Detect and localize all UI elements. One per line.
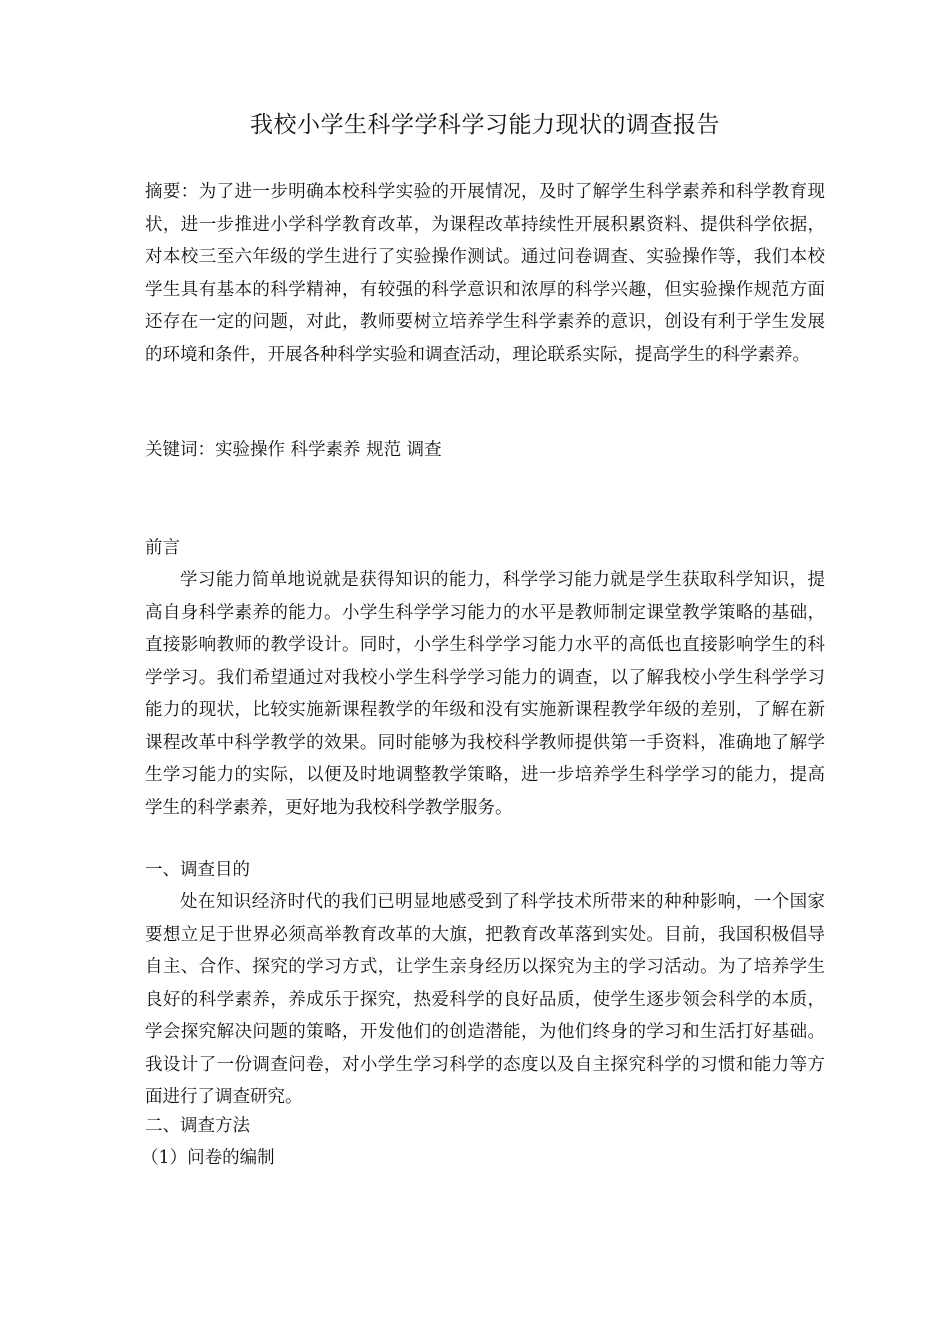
keywords-line: 关键词：实验操作 科学素养 规范 调查 — [145, 440, 442, 460]
section-paragraph-purpose: 处在知识经济时代的我们已明显地感受到了科学技术所带来的种种影响，一个国家要想立足于世界必须高举教育改革的大旗，把教育改革落到实处。目前，我国积极倡导自主、合作、探究的学习方式，让学生亲身经历以探究为主的学习活动。为了培养学生良好的科学素养，养成乐于探究，热爱科学的良好品质，使学生逐步领会科学的本质，学会探究解决问题的策略，开发他们的创造潜能，为他们终身的学习和生活打好基础。我设计了一份调查问卷，对小学生学习科学的态度以及自主探究科学的习惯和能力等方面进行了调查研究。 — [145, 892, 825, 1107]
abstract-paragraph: 摘要：为了进一步明确本校科学实验的开展情况，及时了解学生科学素养和科学教育现状，进一步推进小学科学教育改革，为课程改革持续性开展积累资料、提供科学依据，对本校三至六年级的学生进行了实验操作测试。通过问卷调查、实验操作等，我们本校学生具有基本的科学精神，有较强的科学意识和浓厚的科学兴趣，但实验操作规范方面还存在一定的问题，对此，教师要树立培养学生科学素养的意识，创设有利于学生发展的环境和条件，开展各种科学实验和调查活动，理论联系实际，提高学生的科学素养。 — [145, 182, 825, 365]
preface-heading: 前言 — [145, 538, 180, 558]
document-title: 我校小学生科学学科学习能力现状的调查报告 — [250, 112, 720, 138]
preface-paragraph: 学习能力简单地说就是获得知识的能力，科学学习能力就是学生获取科学知识，提高自身科学素养的能力。小学生科学学习能力的水平是教师制定课堂教学策略的基础，直接影响教师的教学设计。同时，小学生科学学习能力水平的高低也直接影响学生的科学学习。我们希望通过对我校小学生科学学习能力的调查，以了解我校小学生科学学习能力的现状，比较实施新课程教学的年级和没有实施新课程教学年级的差别，了解在新课程改革中科学教学的效果。同时能够为我校科学教师提供第一手资料，准确地了解学生学习能力的实际，以便及时地调整教学策略，进一步培养学生科学学习的能力，提高学生的科学素养，更好地为我校科学教学服务。 — [145, 570, 825, 818]
section-heading-method: 二、调查方法 — [145, 1116, 250, 1136]
section-heading-purpose: 一、调查目的 — [145, 860, 250, 880]
subsection-heading-questionnaire: （1）问卷的编制 — [141, 1148, 275, 1168]
